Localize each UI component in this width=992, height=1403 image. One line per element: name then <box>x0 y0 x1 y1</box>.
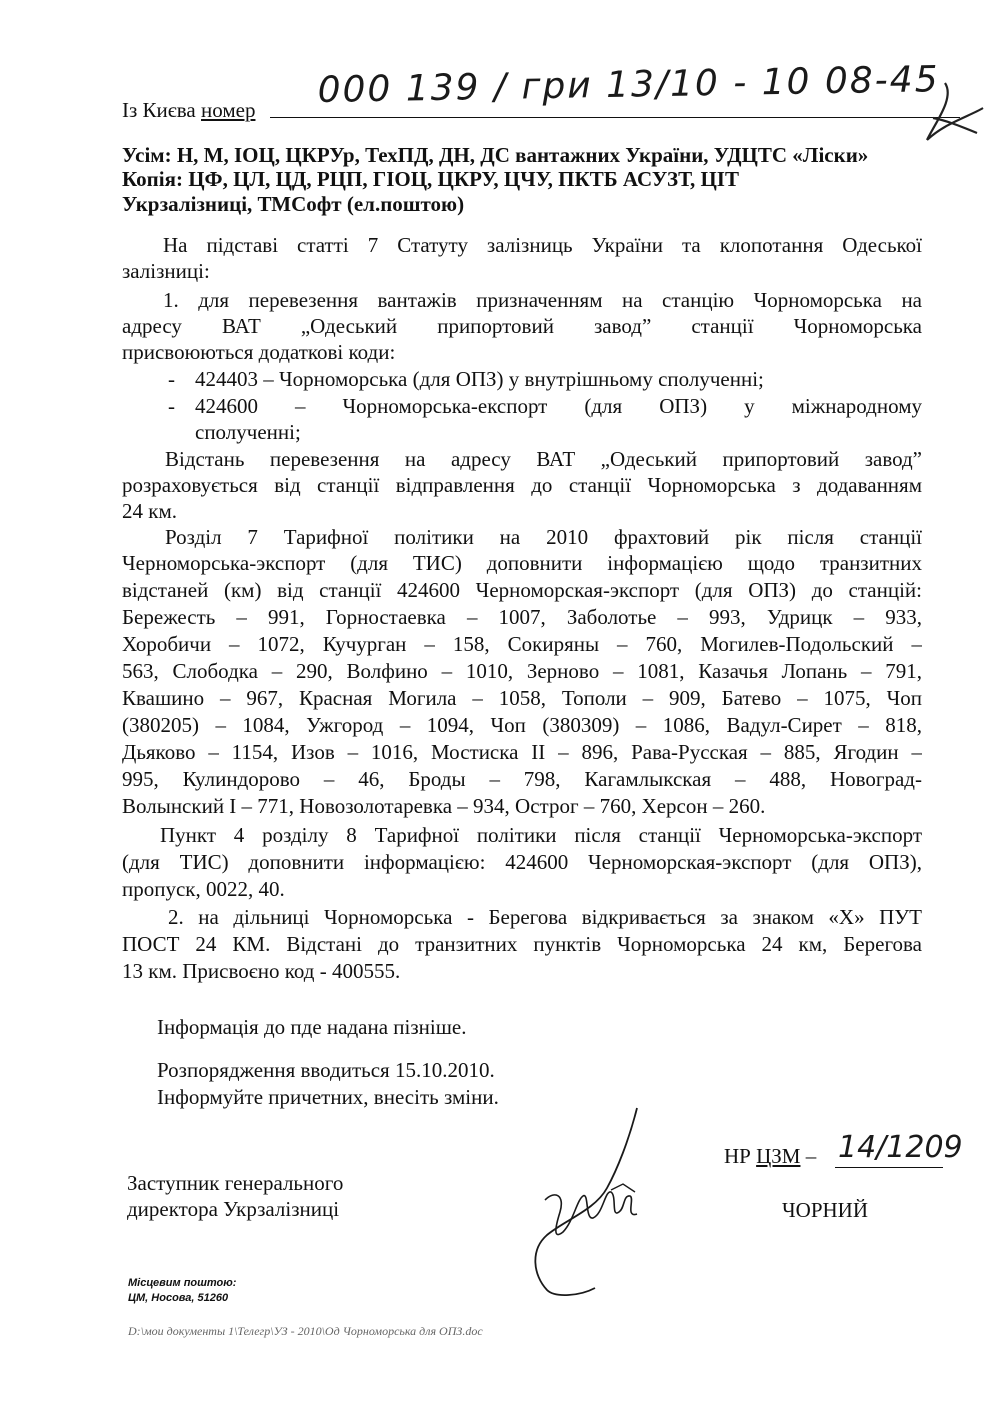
signatory-name: ЧОРНИЙ <box>782 1198 868 1222</box>
bullet-code-424600-cont: сполученні; <box>195 420 301 444</box>
body-p4-line10: 995, Кулиндорово – 46, Броды – 798, Кагамлыкская – 488, Новоград- <box>122 767 922 791</box>
body-p6-line3: 13 км. Присвоєно код - 400555. <box>122 959 401 983</box>
body-p6-line1: 2. на дільниці Чорноморська - Берегова відкривається за знаком «Х» ПУТ <box>168 905 922 929</box>
corner-check-mark <box>915 78 992 158</box>
body-p4-line3: відстаней (км) від станції 424600 Черноморская-экспорт (для ОПЗ) до станцій: <box>122 578 922 602</box>
body-p5-line3: пропуск, 0022, 40. <box>122 877 285 901</box>
copy-line-2: Укрзалізниці, ТМСофт (ел.поштою) <box>122 192 465 216</box>
executor-note-line2: ЦМ, Носова, 51260 <box>128 1292 229 1304</box>
body-p3-line1: Відстань перевезення на адресу ВАТ „Одеський припортовий завод” <box>165 447 922 471</box>
addressees-line: Усім: Н, М, ІОЦ, ЦКРУр, ТехПД, ДН, ДС вантажних України, УДЦТС «Ліски» <box>122 143 869 167</box>
body-p4-line2: Черноморська-экспорт (для ТИС) доповнити інформацією щодо транзитних <box>122 551 922 575</box>
number-underline <box>270 117 960 118</box>
body-p4-line5: Хоробичи – 1072, Кучурган – 158, Сокиряны – 760, Могилев-Подольский – <box>122 632 922 656</box>
body-p3-line2: розраховується від станції відправлення до станції Чорноморська з додаванням <box>122 473 922 497</box>
info-later-line: Інформація до пде надана пізніше. <box>157 1015 467 1039</box>
registration-prefix: НР <box>724 1144 751 1168</box>
body-p4-line1: Розділ 7 Тарифної політики на 2010 фрахтовий рік після станції <box>165 525 922 549</box>
handwritten-number: 000 139 / гри 13/10 - 10 08-45 <box>317 59 940 111</box>
executor-note-line1: Місцевим поштою: <box>128 1277 237 1289</box>
bullet-code-424403: 424403 – Чорноморська (для ОПЗ) у внутрішньому сполученні; <box>195 367 764 391</box>
number-label: номер <box>201 98 256 122</box>
file-path-footer: D:\мои документы 1\Телегр\УЗ - 2010\Од Чорноморська для ОПЗ.doc <box>128 1324 483 1338</box>
from-line <box>122 98 255 122</box>
signatory-title-line1: Заступник генерального <box>127 1171 344 1195</box>
body-p5-line2: (для ТИС) доповнити інформацією: 424600 Черноморская-экспорт (для ОПЗ), <box>122 850 922 874</box>
registration-code: ЦЗМ <box>756 1144 801 1168</box>
body-p4-line11: Волынский I – 771, Новозолотаревка – 934, Острог – 760, Херсон – 260. <box>122 794 766 818</box>
bullet-code-424600: 424600 – Чорноморська-експорт (для ОПЗ) у міжнародному <box>195 394 922 418</box>
signatory-title-line2: директора Укрзалізниці <box>127 1197 340 1221</box>
body-p4-line4: Бережесть – 991, Горностаевка – 1007, Заболотье – 993, Удрицк – 933, <box>122 605 922 629</box>
notify-line: Інформуйте причетних, внесіть зміни. <box>157 1085 499 1109</box>
body-p4-line8: (380205) – 1084, Ужгород – 1094, Чоп (380309) – 1086, Вадул-Сирет – 818, <box>122 713 922 737</box>
bullet-dash-1: - <box>168 367 175 391</box>
body-p2-line3: присвоюються додаткові коди: <box>122 340 396 364</box>
body-p1-line2: залізниці: <box>122 259 210 283</box>
body-p6-line2: ПОСТ 24 КМ. Відстані до транзитних пунктів Чорноморська 24 км, Берегова <box>122 932 922 956</box>
from-prefix: Із Києва <box>122 98 196 122</box>
registration-underline <box>835 1167 943 1168</box>
body-p2-line1: 1. для перевезення вантажів призначенням на станцію Чорноморська на <box>163 288 922 312</box>
body-p2-line2: адресу ВАТ „Одеський припортовий завод” станції Чорноморська <box>122 314 922 338</box>
registration-dash: – <box>805 1144 817 1168</box>
body-p4-line7: Квашино – 967, Красная Могила – 1058, Тополи – 909, Батево – 1075, Чоп <box>122 686 922 710</box>
handwritten-signature <box>525 1100 665 1300</box>
body-p3-line3: 24 км. <box>122 499 177 523</box>
body-p5-line1: Пункт 4 розділу 8 Тарифної політики після станції Черноморська-экспорт <box>160 823 922 847</box>
body-p4-line9: Дьяково – 1154, Изов – 1016, Мостиска II – 896, Рава-Русская – 885, Ягодин – <box>122 740 922 764</box>
body-p1-line1: На підставі статті 7 Статуту залізниць України та клопотання Одеської <box>163 233 922 257</box>
body-p4-line6: 563, Слободка – 290, Волфино – 1010, Зерново – 1081, Казачья Лопань – 791, <box>122 659 922 683</box>
bullet-dash-2: - <box>168 394 175 418</box>
effective-date-line: Розпорядження вводиться 15.10.2010. <box>157 1058 495 1082</box>
registration-handwritten-number: 14/1209 <box>838 1130 963 1165</box>
copy-line-1: Копія: ЦФ, ЦЛ, ЦД, РЦП, ГІОЦ, ЦКРУ, ЦЧУ, ПКТБ АСУЗТ, ЦІТ <box>122 167 739 191</box>
registration-line <box>724 1143 816 1169</box>
